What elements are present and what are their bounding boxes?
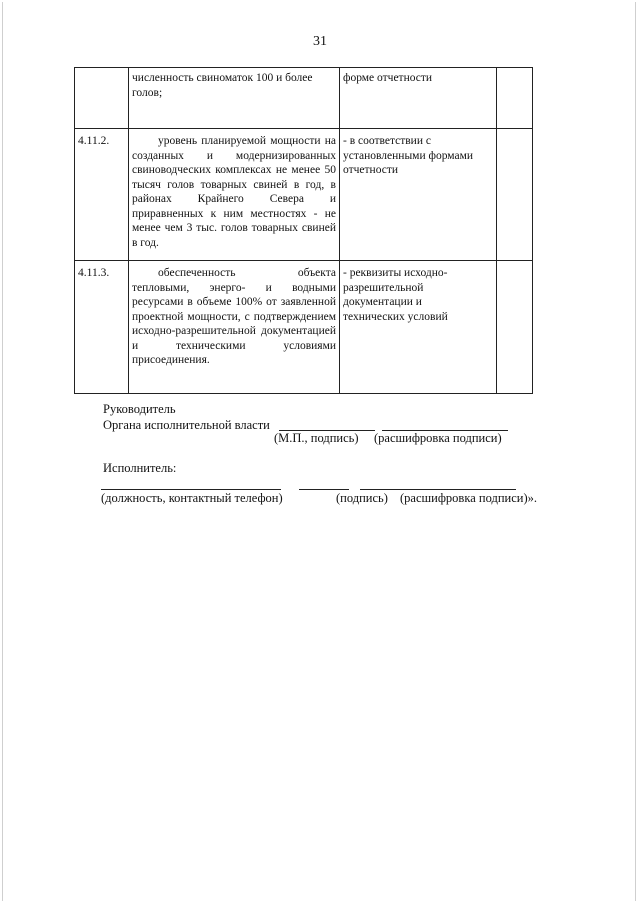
extra-cell	[497, 129, 533, 261]
criterion-cell	[129, 68, 340, 129]
extra-cell	[497, 68, 533, 129]
row-number	[75, 68, 129, 129]
confirmation-line: установленными формами	[343, 149, 474, 162]
criterion-cell	[129, 261, 340, 394]
table-row	[75, 261, 533, 394]
table-row	[75, 129, 533, 261]
confirmation-line: технических условий	[343, 310, 448, 323]
page-number: 31	[313, 34, 327, 49]
executor-position-line	[101, 489, 281, 490]
head-title-line2: Органа исполнительной власти	[103, 418, 270, 432]
confirmation-line: разрешительной	[343, 281, 424, 294]
table-row	[75, 68, 533, 129]
row-number: 4.11.3.	[75, 261, 129, 394]
executor-position-caption: (должность, контактный телефон)	[101, 491, 283, 505]
confirmation-line: документации и	[343, 296, 422, 308]
head-decode-caption: (расшифровка подписи)	[374, 431, 502, 445]
criterion-text: уровень планируемой мощности на созданных и модернизированных свиноводческих комплексах не менее 50 тысяч голов товарных свиней в год, в районах Крайнего Севера и приравненных к ним местностях - не менее чем 3 тыс. голов товарных свиней в год.	[132, 135, 336, 249]
confirmation-line: - реквизиты исходно-	[343, 267, 448, 279]
confirmation-cell	[340, 129, 497, 261]
executor-sign-line	[299, 489, 349, 490]
criterion-cell	[129, 129, 340, 261]
extra-cell	[497, 261, 533, 394]
criteria-table	[74, 67, 533, 394]
criterion-text: обеспеченность объекта тепловыми, энерго- и водными ресурсами в объеме 100% от заявленной проектной мощности, с подтверждением исходно-разрешительной документацией и техническими условиями присоединения.	[132, 267, 336, 366]
head-title-line1: Руководитель	[103, 402, 176, 416]
confirmation-line: форме отчетности	[343, 72, 433, 84]
row-number: 4.11.2.	[75, 129, 129, 261]
executor-decode-caption: (расшифровка подписи)».	[400, 491, 537, 505]
head-stamp-caption: (М.П., подпись)	[274, 431, 359, 445]
confirmation-cell	[340, 68, 497, 129]
confirmation-cell	[340, 261, 497, 394]
executor-sign-caption: (подпись)	[336, 491, 388, 505]
executor-decode-line	[360, 489, 516, 490]
confirmation-line: отчетности	[343, 164, 399, 176]
executor-label: Исполнитель:	[103, 461, 177, 475]
confirmation-line: - в соответствии с	[343, 135, 431, 147]
criterion-text: численность свиноматок 100 и более голов;	[132, 72, 313, 99]
